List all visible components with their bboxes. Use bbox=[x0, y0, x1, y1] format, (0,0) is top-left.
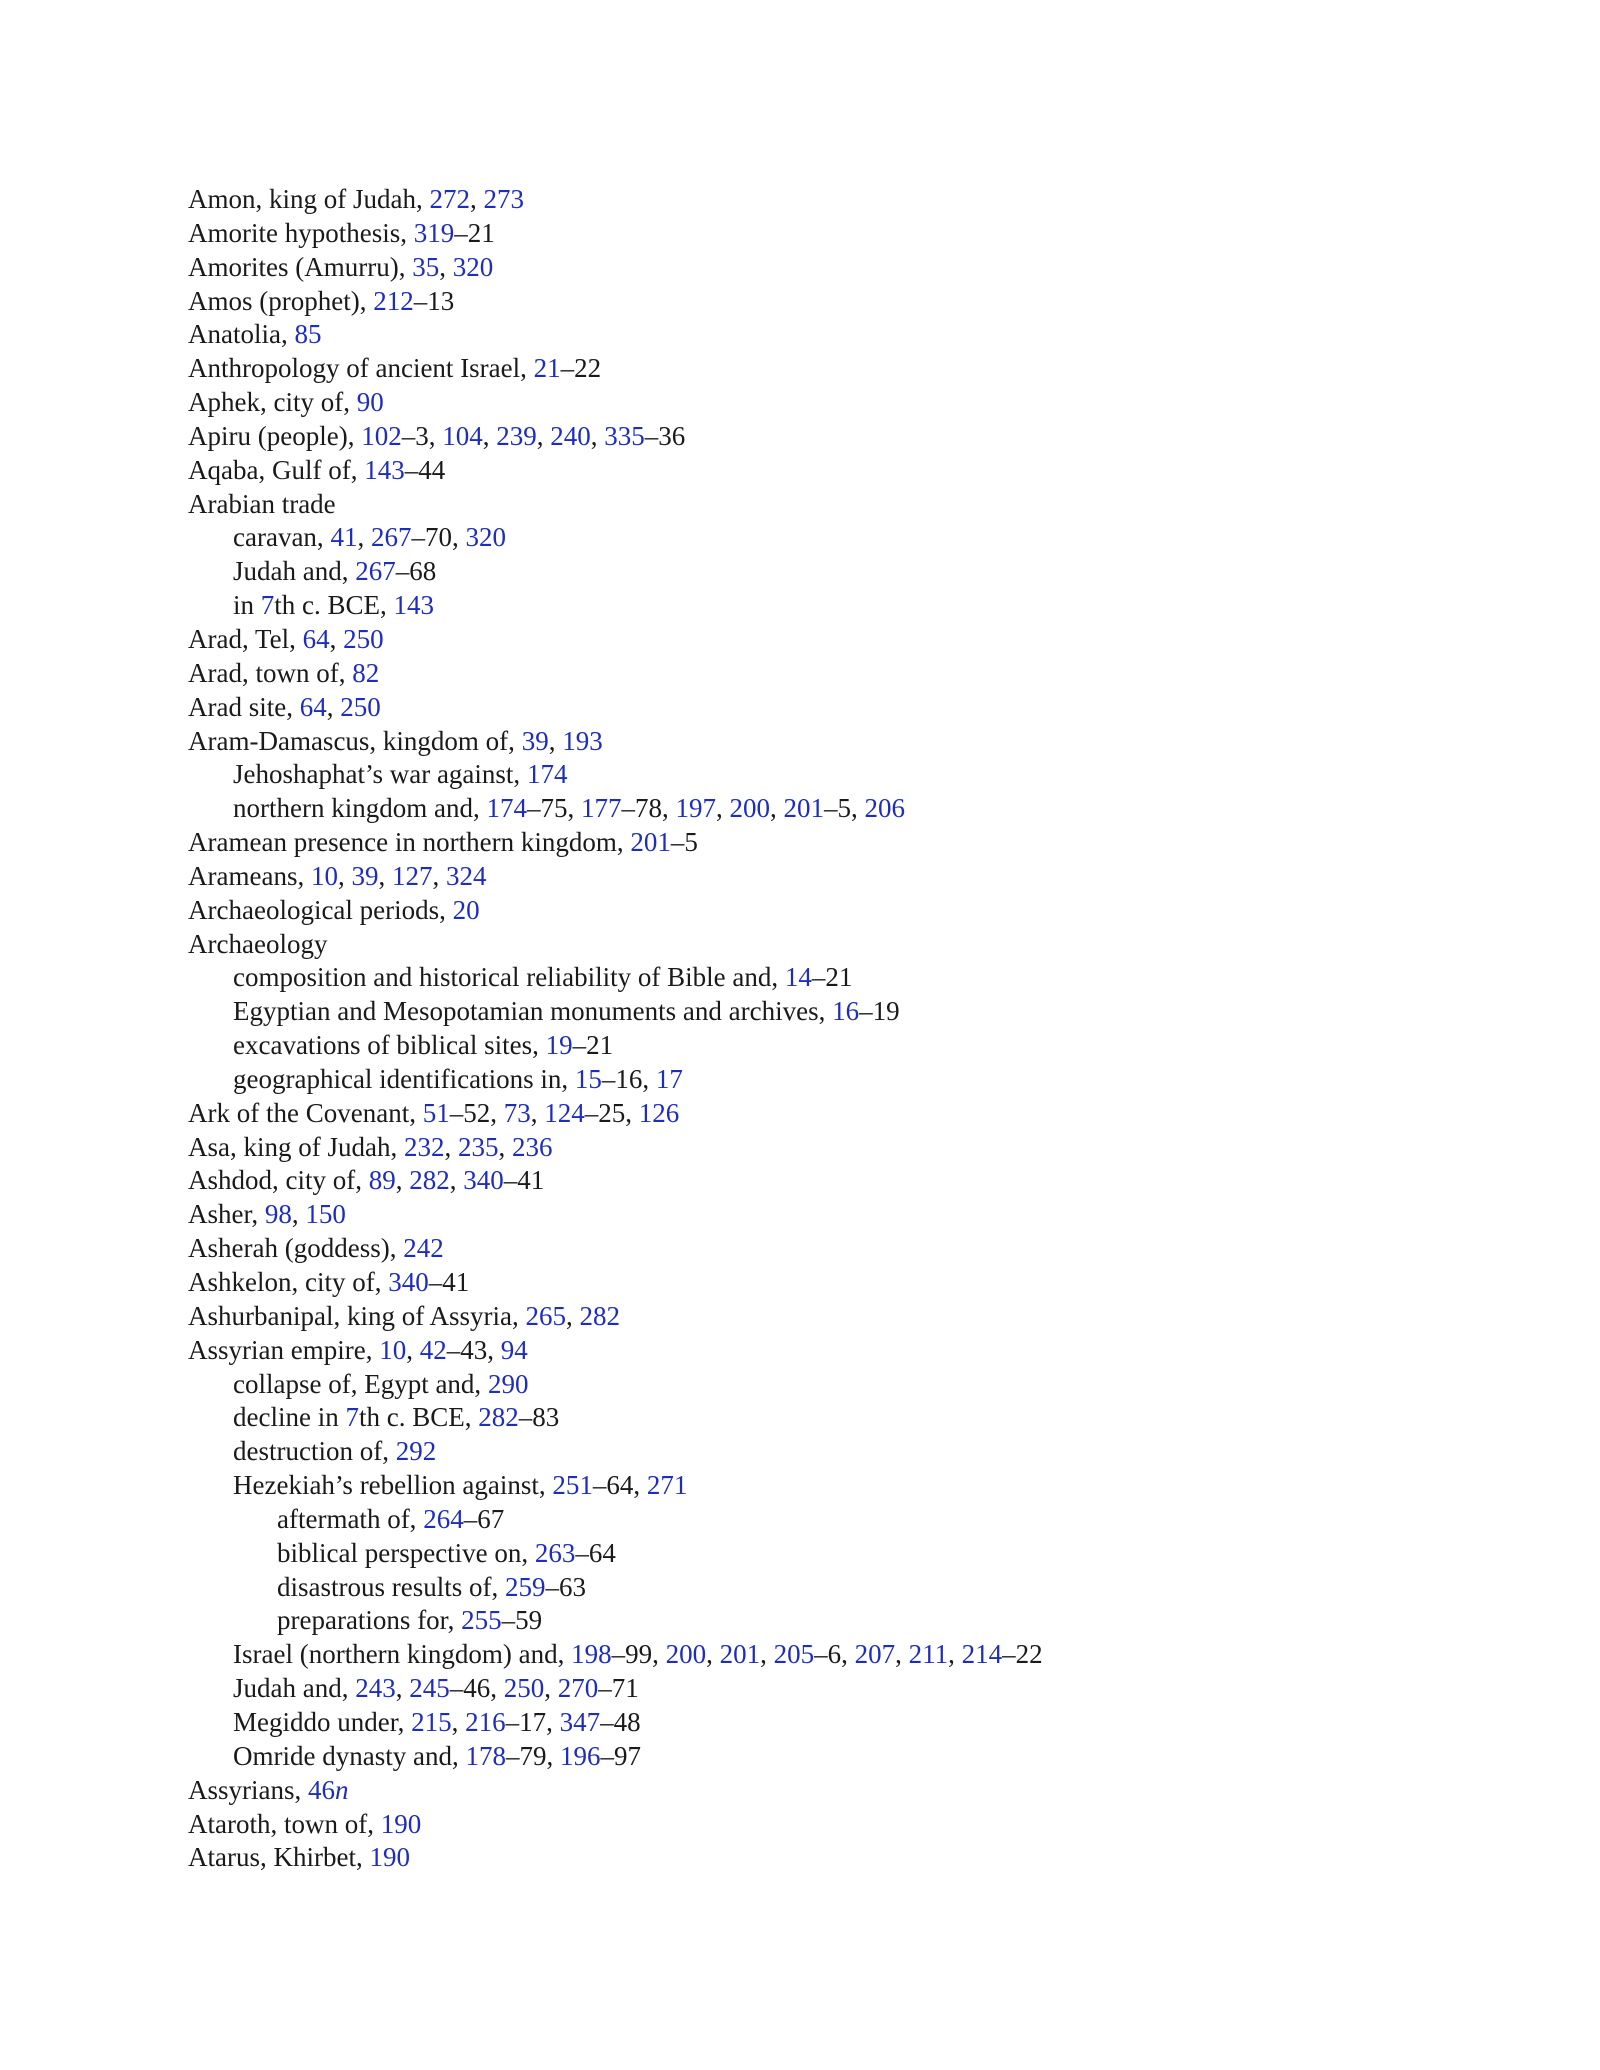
entry-text: biblical perspective on, bbox=[277, 1537, 535, 1568]
entry-text: –44 bbox=[404, 454, 446, 485]
page-link[interactable]: 243 bbox=[355, 1673, 396, 1704]
page-link[interactable]: 320 bbox=[465, 522, 506, 553]
entry-text: Aqaba, Gulf of, bbox=[188, 454, 365, 485]
page-link[interactable]: 282 bbox=[478, 1402, 519, 1433]
page-link[interactable]: 259 bbox=[504, 1571, 546, 1602]
page-link[interactable]: 190 bbox=[380, 1808, 422, 1839]
index-entry bbox=[188, 1097, 1488, 1131]
index-subentry bbox=[188, 555, 1488, 589]
entry-text: Assyrians, bbox=[188, 1774, 308, 1805]
entry-text: –70, bbox=[411, 522, 466, 553]
index-entry bbox=[188, 1841, 1488, 1875]
page-link[interactable]: 347 bbox=[559, 1706, 601, 1737]
entry-text: Ashurbanipal, king of Assyria, bbox=[188, 1300, 526, 1331]
index-entry bbox=[188, 285, 1488, 319]
page-link[interactable]: 178 bbox=[465, 1740, 506, 1771]
page-link[interactable]: 319 bbox=[413, 217, 455, 248]
entry-text: –21 bbox=[811, 962, 853, 993]
index-subentry bbox=[188, 1063, 1488, 1097]
page-link[interactable]: 206 bbox=[864, 793, 905, 824]
page-link[interactable]: 211 bbox=[908, 1639, 949, 1670]
entry-text: , bbox=[590, 420, 605, 451]
entry-text: composition and historical reliability of Bible and, bbox=[233, 962, 785, 993]
page-link[interactable]: 64 bbox=[299, 691, 327, 722]
entry-text: aftermath of, bbox=[277, 1503, 424, 1534]
entry-text: destruction of, bbox=[233, 1436, 396, 1467]
index-subentry bbox=[188, 1368, 1488, 1402]
entry-text: collapse of, Egypt and, bbox=[233, 1368, 488, 1399]
entry-text: –22 bbox=[560, 353, 602, 384]
entry-text: Judah and, bbox=[233, 1673, 356, 1704]
entry-text: Asherah (goddess), bbox=[188, 1233, 404, 1264]
page-link[interactable]: 51 bbox=[422, 1097, 450, 1128]
page-link[interactable]: 270 bbox=[557, 1673, 599, 1704]
page-link[interactable]: 197 bbox=[675, 793, 716, 824]
entry-text: Aphek, city of, bbox=[188, 387, 357, 418]
index-entry bbox=[188, 1164, 1488, 1198]
page-link[interactable]: 320 bbox=[452, 251, 494, 282]
entry-text: , bbox=[395, 1673, 410, 1704]
entry-text: –59 bbox=[501, 1605, 543, 1636]
entry-text: Jehoshaphat’s war against, bbox=[233, 759, 527, 790]
entry-text: –5 bbox=[670, 827, 698, 858]
entry-text: Asher, bbox=[188, 1199, 265, 1230]
index-entry bbox=[188, 217, 1488, 251]
entry-text: Arabian trade bbox=[188, 488, 336, 519]
entry-text: –16, bbox=[601, 1063, 656, 1094]
page-link[interactable]: 335 bbox=[604, 420, 645, 451]
page-link[interactable]: 143 bbox=[393, 590, 435, 621]
entry-text: –43, bbox=[446, 1334, 501, 1365]
entry-text: –17, bbox=[505, 1706, 560, 1737]
entry-text: Arad, town of, bbox=[188, 657, 353, 688]
page-link[interactable]: 250 bbox=[340, 691, 381, 722]
page-link[interactable]: 200 bbox=[665, 1639, 707, 1670]
page-link[interactable]: 324 bbox=[445, 860, 487, 891]
entry-text: Egyptian and Mesopotamian monuments and archives, bbox=[233, 996, 833, 1027]
page-link[interactable]: 174 bbox=[486, 793, 527, 824]
entry-text: , bbox=[548, 725, 563, 756]
index-entry bbox=[188, 657, 1488, 691]
index-entry bbox=[188, 826, 1488, 860]
entry-text: , bbox=[357, 522, 371, 553]
page-link[interactable]: 265 bbox=[525, 1300, 566, 1331]
index-entry bbox=[188, 860, 1488, 894]
page-link[interactable]: 264 bbox=[423, 1503, 464, 1534]
page-link[interactable]: 10 bbox=[379, 1334, 407, 1365]
page-link[interactable]: 245 bbox=[409, 1673, 450, 1704]
index-subentry bbox=[188, 1469, 1488, 1503]
page-link[interactable]: 201 bbox=[630, 827, 671, 858]
page-link[interactable]: 196 bbox=[559, 1740, 601, 1771]
page-link[interactable]: 174 bbox=[526, 759, 568, 790]
index-entry bbox=[188, 1774, 1488, 1808]
index-subentry bbox=[188, 1672, 1488, 1706]
entry-text: Archaeology bbox=[188, 928, 328, 959]
page-link[interactable]: 21 bbox=[533, 353, 561, 384]
entry-text: Anatolia, bbox=[188, 319, 295, 350]
page-link[interactable]: 235 bbox=[457, 1131, 499, 1162]
entry-text: preparations for, bbox=[277, 1605, 462, 1636]
index-subentry bbox=[188, 521, 1488, 555]
entry-text: –75, bbox=[526, 793, 581, 824]
page-link[interactable]: 10 bbox=[310, 860, 338, 891]
index-subentry bbox=[188, 1537, 1488, 1571]
entry-text: –71 bbox=[598, 1673, 639, 1704]
entry-text: , bbox=[544, 1673, 558, 1704]
entry-text: Amos (prophet), bbox=[188, 285, 374, 316]
page-link[interactable]: 177 bbox=[580, 793, 622, 824]
entry-text: th c. BCE, bbox=[274, 590, 394, 621]
index-subentry bbox=[188, 1740, 1488, 1774]
page-link[interactable]: 267 bbox=[370, 522, 412, 553]
page-link[interactable]: 127 bbox=[391, 860, 433, 891]
index-entry bbox=[188, 251, 1488, 285]
page-link[interactable]: 282 bbox=[409, 1165, 450, 1196]
entry-text: , bbox=[406, 1334, 420, 1365]
entry-text: , bbox=[769, 793, 784, 824]
page-link[interactable]: 263 bbox=[534, 1537, 576, 1568]
entry-text: , bbox=[469, 184, 484, 214]
page-link[interactable]: 39 bbox=[521, 725, 549, 756]
page-link[interactable]: 64 bbox=[302, 623, 330, 654]
index-entry bbox=[188, 1300, 1488, 1334]
entry-text: Israel (northern kingdom) and, bbox=[233, 1639, 572, 1670]
index-entry bbox=[188, 1131, 1488, 1165]
entry-text: , bbox=[451, 1706, 466, 1737]
index-subentry bbox=[188, 589, 1488, 623]
entry-text: –19 bbox=[859, 996, 900, 1027]
entry-text: , bbox=[291, 1199, 306, 1230]
entry-text: Arad site, bbox=[188, 691, 300, 722]
entry-text: , bbox=[326, 691, 341, 722]
page-link[interactable]: 271 bbox=[646, 1470, 688, 1501]
entry-text: –36 bbox=[644, 420, 686, 451]
entry-text: , bbox=[895, 1639, 909, 1670]
page-link[interactable]: 282 bbox=[579, 1300, 620, 1331]
entry-text: Amorite hypothesis, bbox=[188, 217, 414, 248]
page-link[interactable]: 267 bbox=[355, 556, 396, 587]
page-link[interactable]: 7 bbox=[345, 1402, 359, 1433]
entry-text: Ataroth, town of, bbox=[188, 1808, 381, 1839]
index-entry bbox=[188, 894, 1488, 928]
page-link[interactable]: 14 bbox=[784, 962, 812, 993]
entry-text: –79, bbox=[505, 1740, 560, 1771]
page-link[interactable]: 207 bbox=[854, 1639, 896, 1670]
page-link[interactable]: 292 bbox=[395, 1436, 437, 1467]
page-link[interactable]: 340 bbox=[388, 1267, 429, 1297]
entry-text: , bbox=[378, 860, 392, 891]
entry-text: Hezekiah’s rebellion against, bbox=[233, 1470, 553, 1501]
entry-text: Ashdod, city of, bbox=[188, 1165, 369, 1196]
page-link[interactable]: 214 bbox=[961, 1639, 1003, 1670]
entry-text: , bbox=[715, 793, 730, 824]
note-suffix: n bbox=[335, 1774, 349, 1805]
entry-text: Arad, Tel, bbox=[188, 623, 303, 654]
entry-text: –99, bbox=[611, 1639, 666, 1670]
entry-text: –63 bbox=[545, 1571, 586, 1602]
entry-text: –25, bbox=[584, 1097, 639, 1128]
entry-text: –48 bbox=[600, 1706, 641, 1737]
page-link[interactable]: 85 bbox=[294, 319, 322, 350]
entry-text: –6, bbox=[814, 1639, 855, 1670]
entry-text: Archaeological periods, bbox=[188, 894, 453, 925]
entry-text: , bbox=[530, 1097, 545, 1128]
page-link[interactable]: 41 bbox=[330, 522, 358, 553]
page-link[interactable]: 240 bbox=[550, 420, 591, 451]
entry-text: , bbox=[565, 1300, 580, 1331]
entry-text: disastrous results of, bbox=[277, 1571, 505, 1602]
page-link[interactable]: 89 bbox=[368, 1165, 396, 1196]
page-link[interactable]: 19 bbox=[545, 1030, 573, 1061]
page-link[interactable]: 215 bbox=[411, 1706, 452, 1737]
entry-text: –67 bbox=[463, 1503, 505, 1534]
entry-text: –64 bbox=[575, 1537, 616, 1568]
index-entry bbox=[188, 691, 1488, 725]
page-link[interactable]: 201 bbox=[719, 1639, 761, 1670]
entry-text: Assyrian empire, bbox=[188, 1334, 380, 1365]
page-link[interactable]: 15 bbox=[574, 1063, 602, 1094]
page-link[interactable]: 216 bbox=[465, 1706, 506, 1737]
index-entry bbox=[188, 352, 1488, 386]
entry-text: –21 bbox=[454, 217, 495, 248]
entry-text: in bbox=[233, 590, 261, 621]
page-link[interactable]: 42 bbox=[419, 1334, 447, 1365]
entry-text: –41 bbox=[503, 1165, 545, 1196]
page-link[interactable]: 98 bbox=[264, 1199, 292, 1230]
entry-text: –78, bbox=[621, 793, 676, 824]
page-link[interactable]: 150 bbox=[305, 1199, 346, 1230]
entry-text: decline in bbox=[233, 1402, 346, 1433]
entry-text: –68 bbox=[395, 556, 437, 587]
page-link[interactable]: 126 bbox=[638, 1097, 680, 1128]
entry-text: , bbox=[706, 1639, 720, 1670]
page-link[interactable]: 290 bbox=[487, 1368, 529, 1399]
page-link[interactable]: 90 bbox=[356, 387, 384, 418]
entry-text: Amon, king of Judah, bbox=[188, 184, 430, 214]
entry-text: Ashkelon, city of, bbox=[188, 1267, 389, 1297]
entry-text: Megiddo under, bbox=[233, 1706, 412, 1737]
index-entry bbox=[188, 420, 1488, 454]
entry-text: , bbox=[395, 1165, 410, 1196]
entry-text: Amorites (Amurru), bbox=[188, 251, 413, 282]
entry-text: , bbox=[432, 860, 446, 891]
page-link[interactable]: 124 bbox=[544, 1097, 585, 1128]
entry-text: , bbox=[498, 1131, 512, 1162]
entry-text: geographical identifications in, bbox=[233, 1063, 575, 1094]
page-link[interactable]: 212 bbox=[373, 285, 414, 316]
entry-text: , bbox=[449, 1165, 464, 1196]
entry-text: Apiru (people), bbox=[188, 420, 362, 451]
index-entry bbox=[188, 928, 1488, 962]
page-link[interactable]: 104 bbox=[442, 420, 483, 451]
entry-text: th c. BCE, bbox=[358, 1402, 479, 1433]
index-entry bbox=[188, 318, 1488, 352]
page-link[interactable]: 102 bbox=[361, 420, 402, 451]
entry-text: –41 bbox=[428, 1267, 470, 1297]
page-link[interactable]: 201 bbox=[783, 793, 824, 824]
index-subentry bbox=[188, 1401, 1488, 1435]
entry-text: caravan, bbox=[233, 522, 331, 553]
index-entry bbox=[188, 386, 1488, 420]
entry-text: Omride dynasty and, bbox=[233, 1740, 466, 1771]
index-entry bbox=[188, 454, 1488, 488]
page-link[interactable]: 190 bbox=[369, 1842, 410, 1873]
entry-text: Atarus, Khirbet, bbox=[188, 1842, 370, 1873]
page-link[interactable]: 193 bbox=[562, 725, 603, 756]
entry-text: –5, bbox=[823, 793, 865, 824]
index-subentry bbox=[188, 792, 1488, 826]
page-link[interactable]: 232 bbox=[403, 1131, 445, 1162]
page-link[interactable]: 35 bbox=[412, 251, 440, 282]
page-link[interactable]: 16 bbox=[832, 996, 860, 1027]
index-entry bbox=[188, 1808, 1488, 1842]
page-link[interactable]: 242 bbox=[403, 1233, 444, 1264]
entry-text: Aramean presence in northern kingdom, bbox=[188, 827, 631, 858]
index-subentry bbox=[188, 1571, 1488, 1605]
index-subentry bbox=[188, 995, 1488, 1029]
page-link[interactable]: 272 bbox=[429, 184, 470, 214]
entry-text: , bbox=[337, 860, 352, 891]
page-link[interactable]: 255 bbox=[461, 1605, 502, 1636]
index-subentry bbox=[188, 961, 1488, 995]
index-subentry bbox=[188, 1029, 1488, 1063]
page-link[interactable]: 200 bbox=[729, 793, 770, 824]
page-link[interactable]: 46 bbox=[308, 1774, 335, 1805]
page-link[interactable]: 17 bbox=[655, 1063, 683, 1094]
entry-text: –13 bbox=[413, 285, 455, 316]
entry-text: –46, bbox=[449, 1673, 504, 1704]
entry-text: –83 bbox=[518, 1402, 560, 1433]
page-link[interactable]: 7 bbox=[260, 590, 275, 621]
entry-text: , bbox=[439, 251, 453, 282]
page-link[interactable]: 340 bbox=[463, 1165, 504, 1196]
entry-text: Aram-Damascus, kingdom of, bbox=[188, 725, 522, 756]
index-entry bbox=[188, 183, 1488, 217]
index-entry bbox=[188, 1334, 1488, 1368]
entry-text: –21 bbox=[572, 1030, 614, 1061]
index-subentry bbox=[188, 1604, 1488, 1638]
index-entry bbox=[188, 623, 1488, 657]
entry-text: Arameans, bbox=[188, 860, 311, 891]
index-subentry bbox=[188, 758, 1488, 792]
page-link[interactable]: 273 bbox=[483, 184, 524, 214]
index-list bbox=[188, 183, 1488, 1875]
entry-text: excavations of biblical sites, bbox=[233, 1030, 546, 1061]
page-link[interactable]: 239 bbox=[496, 420, 537, 451]
index-subentry bbox=[188, 1503, 1488, 1537]
entry-text: Asa, king of Judah, bbox=[188, 1131, 404, 1162]
page-link[interactable]: 82 bbox=[352, 657, 380, 688]
index-entry bbox=[188, 488, 1488, 522]
page-link[interactable]: 250 bbox=[503, 1673, 545, 1704]
index-entry bbox=[188, 725, 1488, 759]
entry-text: , bbox=[482, 420, 497, 451]
page-link[interactable]: 20 bbox=[452, 894, 480, 925]
index-subentry bbox=[188, 1706, 1488, 1740]
page-link[interactable]: 251 bbox=[552, 1470, 593, 1501]
entry-text: , bbox=[760, 1639, 774, 1670]
entry-text: northern kingdom and, bbox=[233, 793, 487, 824]
entry-text: Judah and, bbox=[233, 556, 356, 587]
index-entry bbox=[188, 1198, 1488, 1232]
page-link[interactable]: 205 bbox=[773, 1639, 815, 1670]
entry-text: Anthropology of ancient Israel, bbox=[188, 353, 534, 384]
entry-text: Ark of the Covenant, bbox=[188, 1097, 423, 1128]
page-link[interactable]: 236 bbox=[511, 1131, 553, 1162]
page-link[interactable]: 94 bbox=[500, 1334, 528, 1365]
entry-text: , bbox=[948, 1639, 962, 1670]
entry-text: , bbox=[444, 1131, 458, 1162]
page-link[interactable]: 250 bbox=[343, 623, 384, 654]
index-entry bbox=[188, 1232, 1488, 1266]
entry-text: –64, bbox=[592, 1470, 647, 1501]
page-link[interactable]: 198 bbox=[571, 1639, 612, 1670]
page-link[interactable]: 143 bbox=[364, 454, 405, 485]
entry-text: –3, bbox=[401, 420, 443, 451]
page-link[interactable]: 73 bbox=[503, 1097, 531, 1128]
index-subentry bbox=[188, 1435, 1488, 1469]
index-entry bbox=[188, 1266, 1488, 1300]
entry-text: –52, bbox=[449, 1097, 504, 1128]
entry-text: , bbox=[329, 623, 344, 654]
entry-text: –97 bbox=[600, 1740, 641, 1771]
entry-text: –22 bbox=[1002, 1639, 1043, 1670]
entry-text: , bbox=[536, 420, 551, 451]
page-link[interactable]: 39 bbox=[351, 860, 379, 891]
index-subentry bbox=[188, 1638, 1488, 1672]
